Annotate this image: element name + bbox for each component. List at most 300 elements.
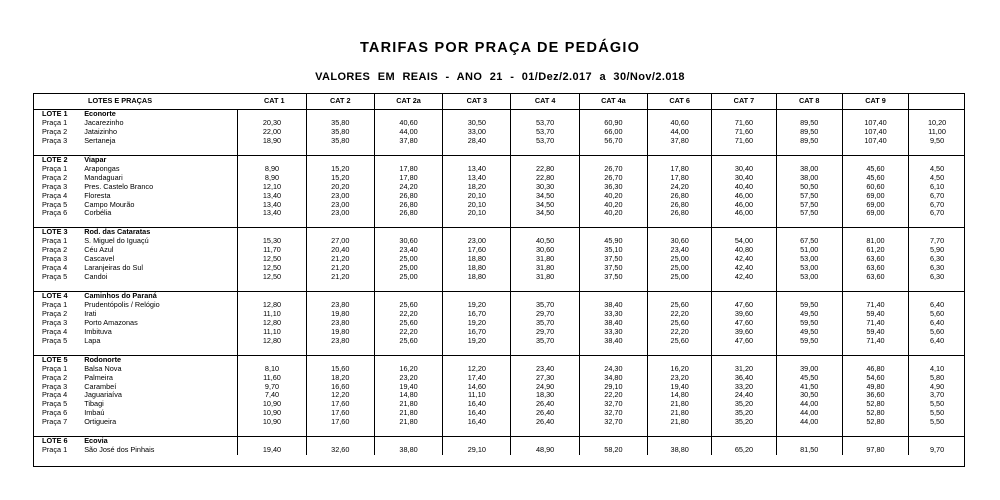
praca-label: Praça 6 <box>42 409 68 418</box>
tariff-value: 32,60 <box>306 446 374 455</box>
tariff-value: 5,80 <box>909 374 965 383</box>
empty-cell <box>909 427 965 436</box>
spacer-row <box>33 146 965 155</box>
table-row <box>33 310 965 319</box>
table-row <box>33 301 965 310</box>
empty-cell <box>712 155 776 164</box>
praca-label: Praça 4 <box>42 327 68 336</box>
tariff-value: 12,80 <box>238 337 306 346</box>
tariff-value: 36,30 <box>579 183 647 192</box>
lote-name: Rod. das Cataratas <box>79 228 238 237</box>
praca-label: Praça 2 <box>42 309 68 318</box>
tariff-value: 16,40 <box>443 418 511 427</box>
tariff-value: 12,50 <box>238 255 306 264</box>
empty-cell <box>776 437 842 446</box>
tariff-value: 36,60 <box>842 391 908 400</box>
tariff-value: 5,60 <box>909 310 965 319</box>
tariff-value: 30,40 <box>712 165 776 174</box>
tariff-value: 35,20 <box>712 418 776 427</box>
tariff-value: 24,30 <box>579 365 647 374</box>
empty-cell <box>909 292 965 301</box>
tariff-value: 14,80 <box>374 391 442 400</box>
tariff-value: 49,50 <box>776 328 842 337</box>
tariff-value: 15,20 <box>306 165 374 174</box>
tariff-value: 6,10 <box>909 183 965 192</box>
praca-location: Campo Mourão <box>84 200 135 209</box>
empty-cell <box>776 346 842 355</box>
tariff-value: 16,40 <box>443 409 511 418</box>
tariff-value: 25,00 <box>374 255 442 264</box>
tariff-value: 47,60 <box>712 301 776 310</box>
praca-location: Jaguariaíva <box>84 391 122 400</box>
empty-cell <box>579 292 647 301</box>
tariff-value: 50,50 <box>776 183 842 192</box>
tariff-value: 6,30 <box>909 264 965 273</box>
tariff-value: 38,00 <box>776 165 842 174</box>
tariff-value: 65,20 <box>712 446 776 455</box>
tariff-value: 19,40 <box>238 446 306 455</box>
tariff-value: 56,70 <box>579 137 647 146</box>
empty-cell <box>909 218 965 227</box>
tariff-value: 21,20 <box>306 264 374 273</box>
tariff-value: 59,50 <box>776 337 842 346</box>
tariff-value: 17,80 <box>374 165 442 174</box>
tariff-value: 59,50 <box>776 319 842 328</box>
praca-location: Corbélia <box>84 209 112 218</box>
empty-cell <box>443 146 511 155</box>
table-row <box>33 264 965 273</box>
praca-label: Praça 7 <box>42 418 68 427</box>
tariff-value: 27,00 <box>306 237 374 246</box>
header-cat-blank <box>909 93 965 110</box>
tariff-value: 81,00 <box>842 237 908 246</box>
header-cat: CAT 4a <box>579 93 647 110</box>
praca-location: Imbaú <box>84 409 105 418</box>
tariff-value: 69,00 <box>842 192 908 201</box>
tariff-value: 4,10 <box>909 365 965 374</box>
empty-cell <box>79 282 238 291</box>
tariff-value: 81,50 <box>776 446 842 455</box>
tariff-value: 33,00 <box>443 128 511 137</box>
spacer-row <box>33 218 965 227</box>
tariff-value: 12,50 <box>238 264 306 273</box>
tariff-value: 34,50 <box>511 209 579 218</box>
empty-cell <box>579 146 647 155</box>
empty-cell <box>909 155 965 164</box>
tariff-value: 35,70 <box>511 319 579 328</box>
tariff-value: 40,20 <box>579 209 647 218</box>
lote-label: LOTE 2 <box>33 155 79 164</box>
empty-cell <box>33 218 79 227</box>
empty-cell <box>842 437 908 446</box>
empty-cell <box>238 427 306 436</box>
tariff-value: 35,80 <box>306 119 374 128</box>
praca-label: Praça 3 <box>42 136 68 145</box>
tariff-value: 47,60 <box>712 319 776 328</box>
empty-cell <box>33 427 79 436</box>
tariff-value: 14,80 <box>648 391 712 400</box>
empty-cell <box>374 228 442 237</box>
table-row <box>33 374 965 383</box>
empty-cell <box>374 427 442 436</box>
empty-cell <box>648 110 712 119</box>
tariff-value: 10,90 <box>238 400 306 409</box>
table-row <box>33 400 965 409</box>
lote-label: LOTE 3 <box>33 228 79 237</box>
table-row <box>33 137 965 146</box>
tariff-value: 45,50 <box>776 374 842 383</box>
tariff-value: 49,50 <box>776 310 842 319</box>
lote-name: Ecovia <box>79 437 238 446</box>
empty-cell <box>374 292 442 301</box>
tariff-value: 3,70 <box>909 391 965 400</box>
empty-cell <box>33 146 79 155</box>
tariff-value: 34,50 <box>511 192 579 201</box>
tariff-value: 16,40 <box>443 400 511 409</box>
praca-label: Praça 2 <box>42 246 68 255</box>
lote-row <box>33 110 965 119</box>
tariff-value: 26,40 <box>511 418 579 427</box>
empty-cell <box>712 146 776 155</box>
tariff-value: 33,20 <box>712 383 776 392</box>
tariff-value: 66,00 <box>579 128 647 137</box>
praca-label: Praça 6 <box>42 209 68 218</box>
tariff-value: 18,80 <box>443 264 511 273</box>
tariff-value: 25,00 <box>648 273 712 282</box>
empty-cell <box>842 110 908 119</box>
tariff-value: 25,00 <box>648 264 712 273</box>
tariff-value: 40,80 <box>712 246 776 255</box>
empty-cell <box>443 346 511 355</box>
empty-cell <box>306 427 374 436</box>
tariff-value: 40,60 <box>648 119 712 128</box>
tariff-value: 34,80 <box>579 374 647 383</box>
praca-label: Praça 4 <box>42 264 68 273</box>
tariff-value: 18,80 <box>443 273 511 282</box>
tariff-value: 19,40 <box>374 383 442 392</box>
empty-cell <box>511 282 579 291</box>
empty-cell <box>776 427 842 436</box>
tariff-value: 19,20 <box>443 301 511 310</box>
table-row <box>33 446 965 455</box>
tariff-value: 52,80 <box>842 409 908 418</box>
praca-label: Praça 1 <box>42 237 68 246</box>
table-row <box>33 273 965 282</box>
tariff-value: 107,40 <box>842 137 908 146</box>
table-row <box>33 246 965 255</box>
table-row <box>33 409 965 418</box>
tariff-value: 29,70 <box>511 328 579 337</box>
tariff-value: 12,80 <box>238 301 306 310</box>
tariff-value: 40,40 <box>712 183 776 192</box>
praca-location: Jataizinho <box>84 127 118 136</box>
tariff-value: 25,60 <box>374 301 442 310</box>
praca-location: Mandaguari <box>84 173 123 182</box>
tariff-value: 47,60 <box>712 337 776 346</box>
tariff-value: 14,60 <box>443 383 511 392</box>
tariff-value: 5,50 <box>909 400 965 409</box>
tariff-value: 19,20 <box>443 319 511 328</box>
empty-cell <box>842 218 908 227</box>
tariff-value: 12,80 <box>238 319 306 328</box>
empty-cell <box>443 437 511 446</box>
tariff-value: 22,20 <box>579 391 647 400</box>
empty-cell <box>511 355 579 364</box>
empty-cell <box>909 355 965 364</box>
tariff-value: 35,20 <box>712 400 776 409</box>
tariff-value: 25,60 <box>374 337 442 346</box>
empty-cell <box>443 155 511 164</box>
praca-label: Praça 3 <box>42 182 68 191</box>
tariff-value: 24,20 <box>648 183 712 192</box>
table-row <box>33 165 965 174</box>
praca-label: Praça 1 <box>42 364 68 373</box>
tariff-value: 16,20 <box>374 365 442 374</box>
empty-cell <box>79 146 238 155</box>
empty-cell <box>648 282 712 291</box>
tariff-value: 67,50 <box>776 237 842 246</box>
praca-location: Carambeí <box>84 382 117 391</box>
tariff-value: 18,20 <box>443 183 511 192</box>
tariff-value: 54,00 <box>712 237 776 246</box>
empty-cell <box>443 110 511 119</box>
tariff-value: 25,00 <box>374 264 442 273</box>
empty-cell <box>842 346 908 355</box>
tariff-value: 34,50 <box>511 201 579 210</box>
empty-cell <box>306 155 374 164</box>
tariff-value: 89,50 <box>776 119 842 128</box>
empty-cell <box>306 346 374 355</box>
tariff-value: 18,20 <box>306 374 374 383</box>
tariff-value: 71,40 <box>842 301 908 310</box>
praca-location: Jacarezinho <box>84 118 124 127</box>
header-cat: CAT 9 <box>842 93 908 110</box>
tariff-value: 15,20 <box>306 174 374 183</box>
empty-cell <box>443 282 511 291</box>
empty-cell <box>648 427 712 436</box>
praca-location: Ortigueira <box>84 418 117 427</box>
table-row <box>33 328 965 337</box>
tariff-value: 21,80 <box>374 400 442 409</box>
tariff-value: 10,90 <box>238 409 306 418</box>
tariff-value: 21,80 <box>648 400 712 409</box>
empty-cell <box>443 427 511 436</box>
praca-label: Praça 5 <box>42 336 68 345</box>
tariff-value: 22,20 <box>648 328 712 337</box>
empty-cell <box>842 228 908 237</box>
empty-cell <box>238 355 306 364</box>
tariff-value: 42,40 <box>712 264 776 273</box>
empty-cell <box>306 282 374 291</box>
lote-row <box>33 228 965 237</box>
tariff-value: 6,30 <box>909 273 965 282</box>
tariff-value: 37,50 <box>579 264 647 273</box>
empty-cell <box>712 228 776 237</box>
lote-row <box>33 292 965 301</box>
tariff-value: 35,70 <box>511 337 579 346</box>
tariff-value: 23,00 <box>306 201 374 210</box>
header-cat: CAT 2 <box>306 93 374 110</box>
tariff-value: 35,80 <box>306 128 374 137</box>
tariff-value: 33,30 <box>579 328 647 337</box>
tariff-value: 33,30 <box>579 310 647 319</box>
table-row <box>33 174 965 183</box>
tariff-value: 7,70 <box>909 237 965 246</box>
empty-cell <box>842 155 908 164</box>
tariff-value: 28,40 <box>443 137 511 146</box>
tariff-value: 59,50 <box>776 301 842 310</box>
header-cat: CAT 4 <box>511 93 579 110</box>
header-lotes: LOTES E PRAÇAS <box>33 93 238 110</box>
tariff-value: 19,80 <box>306 310 374 319</box>
empty-cell <box>776 355 842 364</box>
header-cat: CAT 6 <box>648 93 712 110</box>
tariff-value: 22,20 <box>648 310 712 319</box>
tariff-value: 53,00 <box>776 264 842 273</box>
praca-location: Sertaneja <box>84 136 116 145</box>
tariff-value: 5,90 <box>909 246 965 255</box>
tariff-value: 54,60 <box>842 374 908 383</box>
praca-location: Porto Amazonas <box>84 318 138 327</box>
praca-location: Céu Azul <box>84 246 114 255</box>
tariff-value: 46,00 <box>712 192 776 201</box>
empty-cell <box>511 110 579 119</box>
tariff-value: 26,80 <box>374 209 442 218</box>
tariff-value: 23,00 <box>306 192 374 201</box>
empty-cell <box>306 355 374 364</box>
tariff-value: 6,30 <box>909 255 965 264</box>
tariff-value: 57,50 <box>776 192 842 201</box>
tariff-value: 16,70 <box>443 328 511 337</box>
tariff-value: 44,00 <box>776 418 842 427</box>
empty-cell <box>374 218 442 227</box>
tariff-value: 23,80 <box>306 319 374 328</box>
tariff-value: 71,60 <box>712 119 776 128</box>
tariff-value: 23,00 <box>443 237 511 246</box>
table-row <box>33 237 965 246</box>
tariff-value: 6,40 <box>909 319 965 328</box>
tariff-value: 13,40 <box>238 201 306 210</box>
empty-cell <box>712 437 776 446</box>
praca-location: Irati <box>84 309 97 318</box>
tariff-value: 25,00 <box>648 255 712 264</box>
tariff-value: 23,00 <box>306 209 374 218</box>
tariff-value: 12,20 <box>306 391 374 400</box>
empty-cell <box>238 110 306 119</box>
lote-name: Viapar <box>79 155 238 164</box>
praca-label: Praça 1 <box>42 118 68 127</box>
praca-label: Praça 2 <box>42 173 68 182</box>
empty-cell <box>648 355 712 364</box>
tariff-value: 37,80 <box>374 137 442 146</box>
tariff-value: 17,80 <box>648 174 712 183</box>
empty-cell <box>776 292 842 301</box>
empty-cell <box>842 427 908 436</box>
tariff-value: 12,10 <box>238 183 306 192</box>
tariff-value: 53,70 <box>511 137 579 146</box>
tariff-value: 40,20 <box>579 201 647 210</box>
tariff-value: 71,40 <box>842 337 908 346</box>
empty-cell <box>306 437 374 446</box>
lote-name: Econorte <box>84 109 116 118</box>
tariff-value: 26,70 <box>579 165 647 174</box>
tariff-value: 29,10 <box>579 383 647 392</box>
praca-label: Praça 4 <box>42 191 68 200</box>
tariff-value: 71,60 <box>712 137 776 146</box>
praca-label: Praça 1 <box>42 446 68 455</box>
tariff-value: 19,80 <box>306 328 374 337</box>
tariff-value: 37,50 <box>579 273 647 282</box>
tariff-value: 23,40 <box>648 246 712 255</box>
tariff-value: 21,20 <box>306 273 374 282</box>
tariff-value: 17,40 <box>443 374 511 383</box>
tariff-value: 20,30 <box>238 119 306 128</box>
empty-cell <box>511 427 579 436</box>
empty-cell <box>374 110 442 119</box>
table-header-row <box>33 93 965 110</box>
tariff-value: 21,80 <box>374 409 442 418</box>
tariff-value: 53,70 <box>511 119 579 128</box>
empty-cell <box>648 146 712 155</box>
empty-cell <box>712 346 776 355</box>
praca-location: Cascavel <box>84 255 115 264</box>
tariff-value: 38,40 <box>579 319 647 328</box>
empty-cell <box>374 346 442 355</box>
table-row <box>33 337 965 346</box>
empty-cell <box>511 218 579 227</box>
empty-cell <box>648 437 712 446</box>
praca-location: Balsa Nova <box>84 364 122 373</box>
tariff-value: 7,40 <box>238 391 306 400</box>
tariff-value: 38,00 <box>776 174 842 183</box>
tariff-value: 71,60 <box>712 128 776 137</box>
table-row <box>33 183 965 192</box>
tariff-value: 6,70 <box>909 201 965 210</box>
praca-location: Arapongas <box>84 164 120 173</box>
praca-label: Praça 3 <box>42 318 68 327</box>
tariff-value: 57,50 <box>776 209 842 218</box>
praca-location: Floresta <box>84 191 111 200</box>
tariff-value: 45,90 <box>579 237 647 246</box>
tariff-value: 25,60 <box>374 319 442 328</box>
empty-cell <box>909 228 965 237</box>
praca-location: Lapa <box>84 336 101 345</box>
tariff-value: 20,40 <box>306 246 374 255</box>
tariff-value: 31,20 <box>712 365 776 374</box>
tariff-value: 60,90 <box>579 119 647 128</box>
tariff-value: 21,80 <box>648 409 712 418</box>
tariff-value: 38,40 <box>579 301 647 310</box>
tariff-value: 53,70 <box>511 128 579 137</box>
tariff-value: 10,90 <box>238 418 306 427</box>
tariff-value: 11,10 <box>443 391 511 400</box>
tariff-value: 24,40 <box>712 391 776 400</box>
praca-location: Candoi <box>84 273 108 282</box>
tariff-value: 9,70 <box>238 383 306 392</box>
tariff-value: 24,90 <box>511 383 579 392</box>
tariff-value: 20,10 <box>443 201 511 210</box>
tariff-value: 30,30 <box>511 183 579 192</box>
empty-cell <box>511 146 579 155</box>
tariff-value: 5,50 <box>909 418 965 427</box>
praca-location: Prudentópolis / Relógio <box>84 300 160 309</box>
empty-cell <box>238 155 306 164</box>
table-row <box>33 201 965 210</box>
tariff-value: 30,60 <box>374 237 442 246</box>
tariff-value: 29,10 <box>443 446 511 455</box>
tariff-value: 31,80 <box>511 273 579 282</box>
empty-cell <box>579 155 647 164</box>
